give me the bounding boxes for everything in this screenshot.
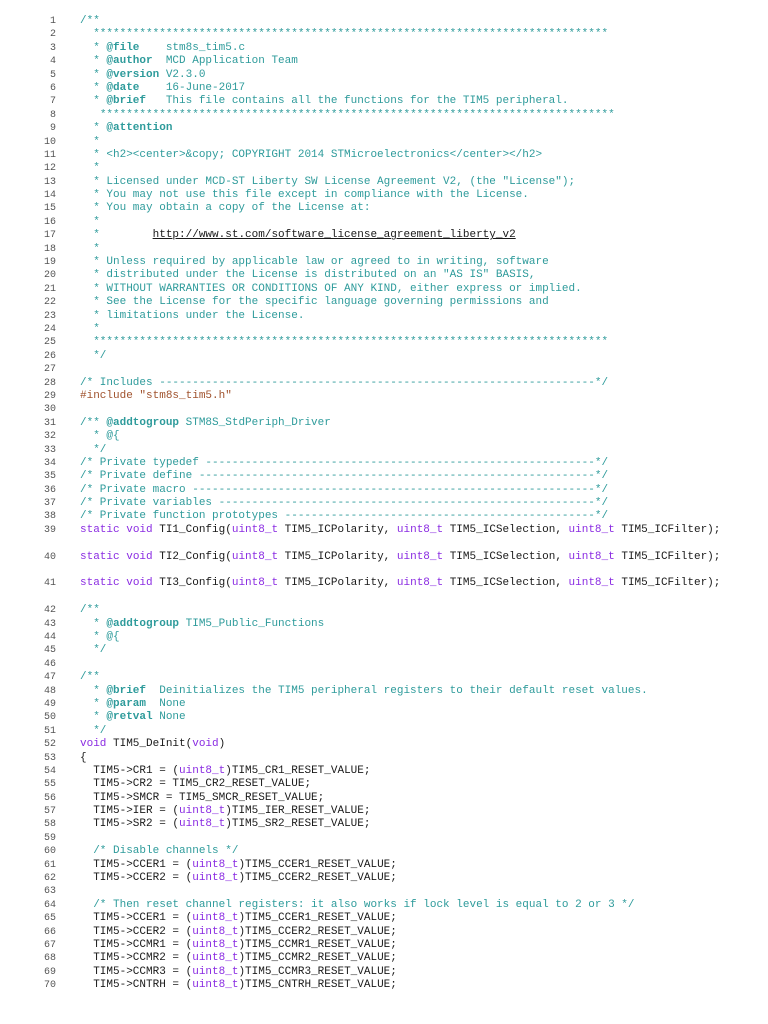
line-number: 17 xyxy=(43,230,56,242)
code-line xyxy=(0,818,768,831)
line-number: 20 xyxy=(43,270,56,282)
line-number: 42 xyxy=(43,605,56,617)
code-line xyxy=(0,685,768,698)
line-number: 68 xyxy=(43,953,56,965)
code-line xyxy=(0,457,768,470)
code-text: TIM5->CCMR2 = (uint8_t)TIM5_CCMR2_RESET_VALUE; xyxy=(80,952,397,965)
line-number: 1 xyxy=(49,16,56,27)
code-text: static void TI2_Config(uint8_t TIM5_ICPolarity, uint8_t TIM5_ICSelection, uint8_t TIM5_ICFilter); xyxy=(80,550,721,563)
code-line xyxy=(0,658,768,671)
code-line xyxy=(0,618,768,631)
code-line xyxy=(0,136,768,149)
code-line xyxy=(0,216,768,229)
code-line xyxy=(0,176,768,189)
line-number: 63 xyxy=(43,886,56,898)
code-line xyxy=(0,845,768,858)
code-text: /** xyxy=(80,671,100,684)
code-line xyxy=(0,939,768,952)
line-number: 32 xyxy=(43,431,56,443)
code-text: * limitations under the License. xyxy=(80,309,305,322)
code-text: * xyxy=(80,162,100,175)
line-number: 47 xyxy=(43,672,56,684)
line-number: 66 xyxy=(43,926,56,938)
code-line xyxy=(0,323,768,336)
code-text: * @file stm8s_tim5.c xyxy=(80,41,246,54)
code-text: TIM5->CCER2 = (uint8_t)TIM5_CCER2_RESET_VALUE; xyxy=(80,925,397,938)
code-line xyxy=(0,604,768,617)
code-text: * xyxy=(80,242,100,255)
code-text: * xyxy=(80,135,100,148)
line-number: 48 xyxy=(43,685,56,697)
code-line xyxy=(0,336,768,349)
code-text: */ xyxy=(80,644,107,657)
line-number: 59 xyxy=(43,832,56,844)
code-text: ****************************************************************************** xyxy=(80,108,615,121)
code-line xyxy=(0,417,768,430)
code-text: { xyxy=(80,751,87,764)
code-line xyxy=(0,296,768,309)
code-text: * xyxy=(80,322,100,335)
code-text: */ xyxy=(80,443,107,456)
code-text: * @brief Deinitializes the TIM5 peripheral registers to their default reset values. xyxy=(80,684,648,697)
code-line xyxy=(0,229,768,242)
code-text: #include "stm8s_tim5.h" xyxy=(80,389,232,402)
code-line xyxy=(0,444,768,457)
code-line xyxy=(0,82,768,95)
line-number: 56 xyxy=(43,792,56,804)
code-text: * @param None xyxy=(80,697,186,710)
code-text: * @version V2.3.0 xyxy=(80,68,206,81)
code-text: TIM5->CCMR3 = (uint8_t)TIM5_CCMR3_RESET_VALUE; xyxy=(80,965,397,978)
line-number: 37 xyxy=(43,498,56,510)
code-line xyxy=(0,577,768,604)
code-text: * You may not use this file except in compliance with the License. xyxy=(80,189,529,202)
line-number: 23 xyxy=(43,310,56,322)
code-text: TIM5->CCMR1 = (uint8_t)TIM5_CCMR1_RESET_VALUE; xyxy=(80,939,397,951)
code-line xyxy=(0,725,768,738)
line-number: 38 xyxy=(43,511,56,523)
code-text: * xyxy=(80,215,100,228)
code-line xyxy=(0,631,768,644)
line-number: 9 xyxy=(49,123,56,135)
code-line xyxy=(0,551,768,578)
code-line xyxy=(0,738,768,751)
code-line xyxy=(0,377,768,390)
code-line xyxy=(0,363,768,376)
line-number: 40 xyxy=(43,551,56,563)
code-line xyxy=(0,95,768,108)
line-number: 33 xyxy=(43,444,56,456)
line-number: 5 xyxy=(49,69,56,81)
code-line xyxy=(0,484,768,497)
code-text: * @author MCD Application Team xyxy=(80,55,298,68)
code-text: /* Private variables ---------------------------------------------------------*/ xyxy=(80,497,609,510)
line-number: 24 xyxy=(43,323,56,335)
code-line xyxy=(0,979,768,992)
code-line xyxy=(0,952,768,965)
line-number: 28 xyxy=(43,377,56,389)
code-line xyxy=(0,283,768,296)
code-text: * @{ xyxy=(80,631,120,644)
line-number: 35 xyxy=(43,471,56,483)
code-text: * @date 16-June-2017 xyxy=(80,81,246,94)
code-text: * See the License for the specific language governing permissions and xyxy=(80,296,549,309)
code-text: * @retval None xyxy=(80,711,186,724)
line-number: 54 xyxy=(43,765,56,777)
code-text: TIM5->CNTRH = (uint8_t)TIM5_CNTRH_RESET_VALUE; xyxy=(80,979,397,992)
line-number: 4 xyxy=(49,56,56,68)
code-line xyxy=(0,524,768,551)
code-line xyxy=(0,162,768,175)
code-line xyxy=(0,69,768,82)
code-text: * You may obtain a copy of the License at: xyxy=(80,202,371,215)
code-text: ****************************************************************************** xyxy=(80,28,609,41)
line-number: 25 xyxy=(43,337,56,349)
line-number: 69 xyxy=(43,966,56,978)
line-number: 10 xyxy=(43,136,56,148)
code-text: /* Private define ------------------------------------------------------------*/ xyxy=(80,470,609,483)
code-text: */ xyxy=(80,724,107,737)
code-line xyxy=(0,510,768,523)
code-text: */ xyxy=(80,349,107,362)
line-number: 26 xyxy=(43,350,56,362)
line-number: 55 xyxy=(43,779,56,791)
line-number: 15 xyxy=(43,203,56,215)
code-line xyxy=(0,872,768,885)
code-text: static void TI1_Config(uint8_t TIM5_ICPolarity, uint8_t TIM5_ICSelection, uint8_t TIM5_ICFilter); xyxy=(80,523,721,536)
line-number: 49 xyxy=(43,698,56,710)
code-text: * Unless required by applicable law or agreed to in writing, software xyxy=(80,256,549,269)
code-text: /* Then reset channel registers: it also works if lock level is equal to 2 or 3 */ xyxy=(80,898,635,911)
line-number: 34 xyxy=(43,457,56,469)
line-number: 11 xyxy=(43,149,56,161)
code-text: /** xyxy=(80,604,100,617)
line-number: 44 xyxy=(43,632,56,644)
line-number: 12 xyxy=(43,163,56,175)
code-line xyxy=(0,15,768,28)
code-text: /** xyxy=(80,15,100,27)
code-line xyxy=(0,752,768,765)
code-text: TIM5->CR1 = (uint8_t)TIM5_CR1_RESET_VALUE; xyxy=(80,764,371,777)
code-text: * Licensed under MCD-ST Liberty SW License Agreement V2, (the "License"); xyxy=(80,175,576,188)
code-text: /** @addtogroup STM8S_StdPeriph_Driver xyxy=(80,416,331,429)
line-number: 53 xyxy=(43,752,56,764)
code-line xyxy=(0,832,768,845)
code-text: /* Private function prototypes -----------------------------------------------*/ xyxy=(80,510,609,523)
line-number: 3 xyxy=(49,42,56,54)
line-number: 58 xyxy=(43,819,56,831)
code-line xyxy=(0,350,768,363)
line-number: 36 xyxy=(43,484,56,496)
line-number: 52 xyxy=(43,739,56,751)
code-text: void TIM5_DeInit(void) xyxy=(80,738,226,751)
code-line xyxy=(0,122,768,135)
code-text: static void TI3_Config(uint8_t TIM5_ICPolarity, uint8_t TIM5_ICSelection, uint8_t TIM5_ICFilter); xyxy=(80,577,721,590)
code-text: TIM5->IER = (uint8_t)TIM5_IER_RESET_VALUE; xyxy=(80,805,371,818)
line-number: 2 xyxy=(49,29,56,41)
line-number: 61 xyxy=(43,859,56,871)
code-line xyxy=(0,55,768,68)
code-line xyxy=(0,189,768,202)
code-line xyxy=(0,202,768,215)
code-text: * distributed under the License is distributed on an "AS IS" BASIS, xyxy=(80,269,536,282)
line-number: 60 xyxy=(43,846,56,858)
code-text: TIM5->CCER2 = (uint8_t)TIM5_CCER2_RESET_VALUE; xyxy=(80,872,397,885)
code-line xyxy=(0,42,768,55)
code-line xyxy=(0,430,768,443)
code-line xyxy=(0,899,768,912)
code-text: TIM5->CR2 = TIM5_CR2_RESET_VALUE; xyxy=(80,778,312,791)
code-text: ****************************************************************************** xyxy=(80,336,609,349)
line-number: 13 xyxy=(43,176,56,188)
line-number: 50 xyxy=(43,712,56,724)
line-number: 31 xyxy=(43,417,56,429)
line-number: 6 xyxy=(49,82,56,94)
code-text: * @attention xyxy=(80,122,173,135)
line-number: 21 xyxy=(43,283,56,295)
line-number: 65 xyxy=(43,913,56,925)
code-line xyxy=(0,792,768,805)
code-text: /* Disable channels */ xyxy=(80,845,239,858)
code-line xyxy=(0,497,768,510)
code-text: TIM5->SMCR = TIM5_SMCR_RESET_VALUE; xyxy=(80,791,325,804)
line-number: 46 xyxy=(43,658,56,670)
code-text: * WITHOUT WARRANTIES OR CONDITIONS OF ANY KIND, either express or implied. xyxy=(80,282,582,295)
line-number: 22 xyxy=(43,297,56,309)
line-number: 57 xyxy=(43,806,56,818)
code-line xyxy=(0,243,768,256)
line-number: 19 xyxy=(43,257,56,269)
line-number: 51 xyxy=(43,725,56,737)
code-line xyxy=(0,269,768,282)
code-line xyxy=(0,671,768,684)
code-line xyxy=(0,765,768,778)
code-line xyxy=(0,859,768,872)
code-text: TIM5->CCER1 = (uint8_t)TIM5_CCER1_RESET_VALUE; xyxy=(80,858,397,871)
line-number: 8 xyxy=(49,109,56,121)
code-line xyxy=(0,966,768,979)
code-listing xyxy=(0,15,768,993)
line-number: 41 xyxy=(43,578,56,590)
line-number: 18 xyxy=(43,243,56,255)
code-text: /* Private macro -------------------------------------------------------------*/ xyxy=(80,483,609,496)
code-line xyxy=(0,403,768,416)
code-line xyxy=(0,390,768,403)
code-text: * http://www.st.com/software_license_agreement_liberty_v2 xyxy=(80,229,516,242)
code-line xyxy=(0,711,768,724)
code-line xyxy=(0,310,768,323)
line-number: 67 xyxy=(43,940,56,951)
code-text: TIM5->SR2 = (uint8_t)TIM5_SR2_RESET_VALUE; xyxy=(80,818,371,831)
code-text: * <h2><center>&copy; COPYRIGHT 2014 STMicroelectronics</center></h2> xyxy=(80,148,543,161)
code-text: * @{ xyxy=(80,430,120,443)
line-number: 64 xyxy=(43,899,56,911)
code-text: /* Includes ------------------------------------------------------------------*/ xyxy=(80,376,609,389)
line-number: 27 xyxy=(43,364,56,376)
code-line xyxy=(0,109,768,122)
code-line xyxy=(0,28,768,41)
code-line xyxy=(0,805,768,818)
code-text: TIM5->CCER1 = (uint8_t)TIM5_CCER1_RESET_VALUE; xyxy=(80,912,397,925)
code-text: * @brief This file contains all the functions for the TIM5 peripheral. xyxy=(80,95,569,108)
code-line xyxy=(0,149,768,162)
code-line xyxy=(0,644,768,657)
line-number: 39 xyxy=(43,524,56,536)
code-line xyxy=(0,778,768,791)
code-line xyxy=(0,698,768,711)
line-number: 14 xyxy=(43,190,56,202)
code-text: * @addtogroup TIM5_Public_Functions xyxy=(80,617,325,630)
line-number: 16 xyxy=(43,216,56,228)
code-line xyxy=(0,926,768,939)
code-text: /* Private typedef -----------------------------------------------------------*/ xyxy=(80,456,609,469)
line-number: 7 xyxy=(49,96,56,108)
line-number: 29 xyxy=(43,390,56,402)
code-line xyxy=(0,912,768,925)
line-number: 43 xyxy=(43,618,56,630)
line-number: 45 xyxy=(43,645,56,657)
line-number: 70 xyxy=(43,980,56,992)
line-number: 62 xyxy=(43,873,56,885)
code-line xyxy=(0,470,768,483)
code-line xyxy=(0,256,768,269)
code-line xyxy=(0,885,768,898)
line-number: 30 xyxy=(43,404,56,416)
